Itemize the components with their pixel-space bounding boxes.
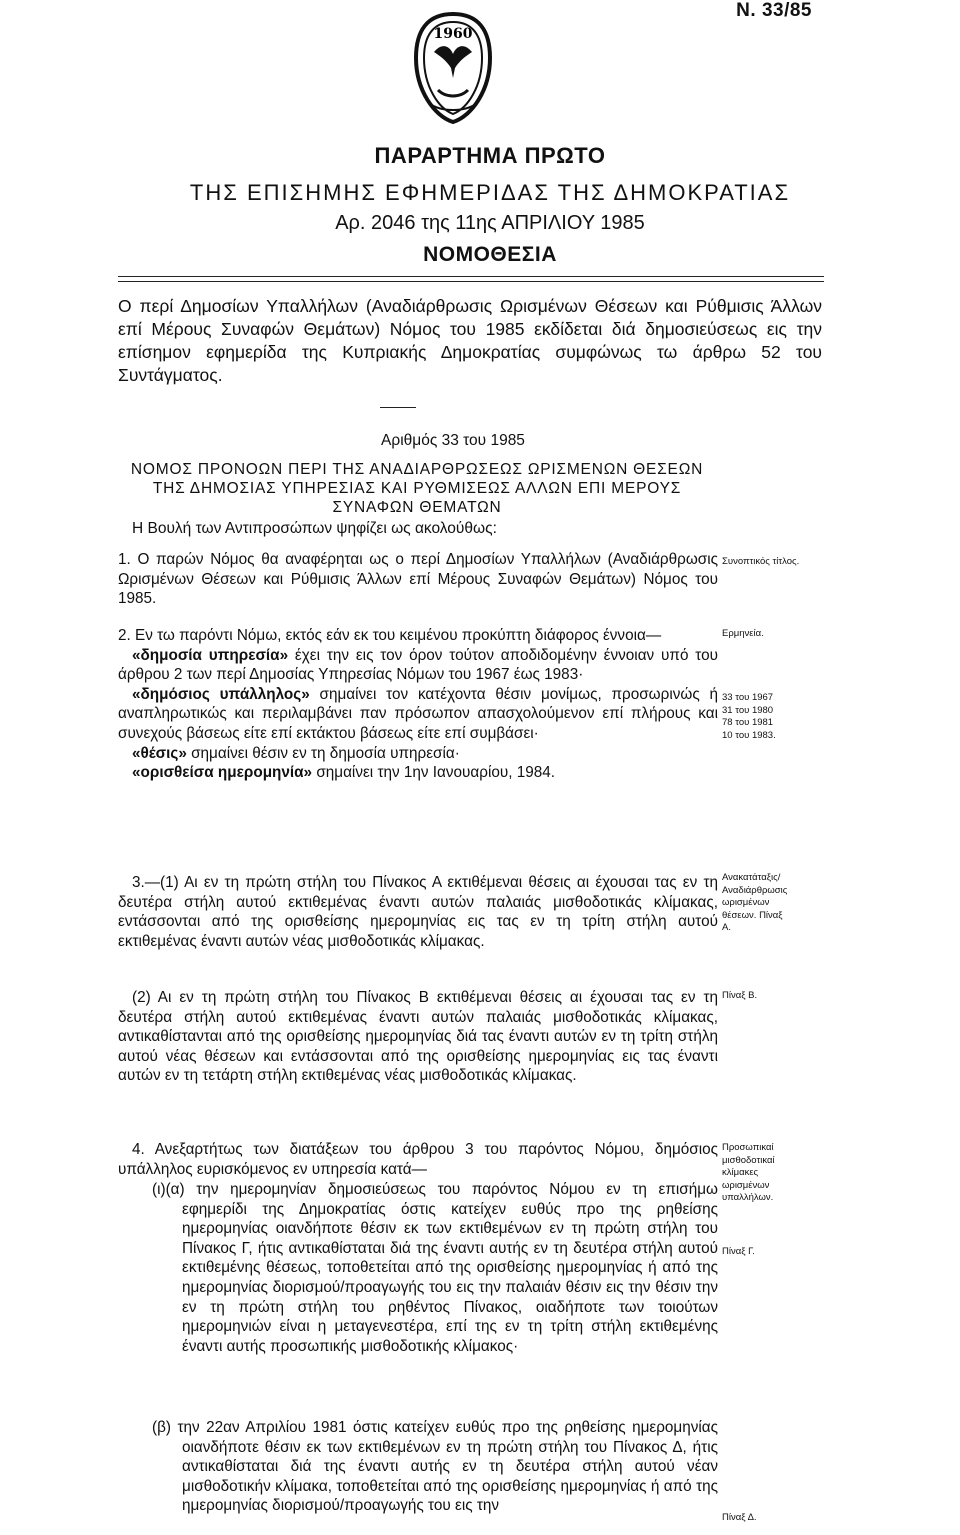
section-4-a-text: (ι)(α) την ημερομηνίαν δημοσιεύσεως του παρόντος Νόμου εν τη επισήμω εφημερίδι της Δημοκρατίας όστις κατείχεν ευθύς προ της ρηθείσης ημερομηνίας οιανδήποτε θέσιν εκ των εκτιθεμένων εν τη πρώτη στήλη του Πίνακος Γ, ήτις αντικαθίσταται διά της έναντι αυτής εν τη δευτέρα στήλη αυτού εκτιθεμένης θέσεως, τοποθετείται από της ορισθείσης ημερομηνίας ή από της ημερομηνίας διορισμού/προαγωγής του εις την παλαιάν θέσιν εις την θέσιν την εν τη πρώτη στήλη του ρηθέντος Πίνακος, οιαδήποτε των τοιούτων ημερομηνιών είναι η μεταγενεστέρα, επί της εν τη τρίτη στήλη εκτιθεμένης έναντι αυτής προσωπικής μισθοδοτικής κλίμακος· [152, 1181, 718, 1355]
svg-text:1960: 1960 [433, 26, 473, 42]
header-divider [118, 276, 824, 282]
enactment-clause: Η Βουλή των Αντιπροσώπων ψηφίζει ως ακολούθως: [132, 520, 497, 537]
coat-of-arms-emblem [408, 8, 498, 126]
law-number: Αριθμός 33 του 1985 [381, 432, 525, 449]
section-3-1-text: 3.—(1) Αι εν τη πρώτη στήλη του Πίνακος Α εκτιθέμεναι θέσεις αι έχουσαι τας εν τη δευτέρα στήλη αυτού εκτιθεμένας έναντι αυτών παλαιάς μισθοδοτικάς κλίμακας, εντάσσονται από της ορισθείσης ημερομηνίας εις τας εν τη τρίτη στήλη αυτού εκτιθεμένας έναντι αυτών νέας μισθοδοτικάς κλίμακας. [118, 874, 718, 950]
definition-public-officer [118, 685, 718, 744]
section-1-text: 1. Ο παρών Νόμος θα αναφέρηται ως ο περί Δημοσίων Υπαλλήλων (Αναδιάρθρωσις Ωρισμένων Θέσεων και Ρύθμισις Άλλων επί Μέρους Συναφών Θεμάτων) Νόμος του 1985. [118, 551, 718, 608]
section-4-a [118, 1180, 718, 1356]
section-4 [118, 1140, 718, 1179]
definition-term: «δημοσία υπηρεσία» [132, 646, 289, 664]
definition-term: «ορισθείσα ημερομηνία» [132, 764, 313, 782]
section-4-b [118, 1418, 718, 1516]
section-1 [118, 550, 718, 609]
margin-note-interpretation: Ερμηνεία. [722, 628, 764, 639]
margin-note-short-title: Συνοπτικός τίτλος. [722, 556, 800, 567]
definition-text: σημαίνει την 1ην Ιανουαρίου, 1984. [312, 764, 556, 782]
section-2-intro: 2. Εν τω παρόντι Νόμω, εκτός εάν εκ του κειμένου προκύπτη διάφορος έννοια— [118, 627, 662, 644]
section-3-2-text: (2) Αι εν τη πρώτη στήλη του Πίνακος Β εκτιθέμεναι θέσεις αι έχουσαι τας εν τη δευτέρα στήλη αυτού εκτιθεμένας έναντι αυτών παλαιάς μισθοδοτικάς κλίμακας, αντικαθίστανται από της ορισθείσης ημερομηνίας διά τας έναντι αυτών εν τη τρίτη στήλη αυτού νέας θέσεων και εντάσσονται από της ορισθείσης ημερομηνίας εις τας έναντι αυτών εν τη τετάρτη στήλη εκτιθεμένας νέας μισθοδοτικάς κλίμακας. [118, 989, 718, 1085]
annex-title: ΠΑΡΑΡΤΗΜΑ ΠΡΩΤΟ [374, 143, 606, 168]
definition-text: έχει την εις τον όρον τούτον αποδιδομένην έννοιαν υπό του άρθρου 2 των περί Δημοσίας Υπηρεσίας Νόμων του 1967 έως 1983· [118, 646, 718, 684]
margin-note-table-d: Πίναξ Δ. [722, 1512, 757, 1523]
margin-note-section-3: Ανακατάταξις/ Αναδιάρθρωσις ωρισμένων θέσεων. Πίναξ Α. [722, 872, 788, 933]
section-4-b-text: (β) την 22αν Απριλίου 1981 όστις κατείχεν ευθύς προ της ρηθείσης ημερομηνίας οιανδήποτε θέσιν εκ των εκτιθεμένων εν τη πρώτη στήλη του Πίνακος Δ, ήτις αντικαθίσταται διά της έναντι αυτής εν τη δευτέρα στήλη αυτού νέαν μισθοδοτικήν κλίμακα, τοποθετείται από της ορισθείσης ημερομηνίας ή από της ημερομηνίας διορισμού/προαγωγής του εις την [152, 1419, 718, 1515]
margin-note-references: 33 του 1967 31 του 1980 78 του 1981 10 του 1983. [722, 692, 776, 741]
definition-text: σημαίνει θέσιν εν τη δημοσία υπηρεσία· [186, 744, 460, 762]
page-number: N. 33/85 [736, 0, 812, 21]
gazette-title: ΤΗΣ ΕΠΙΣΗΜΗΣ ΕΦΗΜΕΡΙΔΑΣ ΤΗΣ ΔΗΜΟΚΡΑΤΙΑΣ [189, 180, 791, 205]
section-title: ΝΟΜΟΘΕΣΙΑ [423, 243, 557, 266]
short-divider [380, 407, 416, 408]
definition-public-service [118, 646, 718, 685]
margin-note-section-4: Προσωπικαί μισθοδοτικαί κλίμακες ωρισμένων υπαλλήλων. [722, 1142, 775, 1203]
definition-appointed-date [118, 763, 718, 783]
preamble: Ο περί Δημοσίων Υπαλλήλων (Αναδιάρθρωσις Ωρισμένων Θέσεων και Ρύθμισις Άλλων επί Μέρους Συναφών Θεμάτων) Νόμος του 1985 εκδίδεται διά δημοσιεύσεως εις την επίσημον εφημερίδα της Κυπριακής Δημοκρατίας συμφώνως τω άρθρω 52 του Συντάγματος. [118, 296, 822, 385]
law-title: ΝΟΜΟΣ ΠΡΟΝΟΩΝ ΠΕΡΙ ΤΗΣ ΑΝΑΔΙΑΡΘΡΩΣΕΩΣ ΩΡΙΣΜΕΝΩΝ ΘΕΣΕΩΝ ΤΗΣ ΔΗΜΟΣΙΑΣ ΥΠΗΡΕΣΙΑΣ ΚΑΙ ΡΥΘΜΙΣΕΩΣ ΑΛΛΩΝ ΕΠΙ ΜΕΡΟΥΣ ΣΥΝΑΦΩΝ ΘΕΜΑΤΩΝ [130, 461, 704, 516]
definition-text: σημαίνει τον κατέχοντα θέσιν μονίμως, προσωρινώς ή αναπληρωτικώς και περιλαμβάνει παν πρόσωπον απασχολούμενον επί πλήρους και συνεχούς βάσεως είτε επί εκτάκτου βάσεως είτε επί συμβάσει· [118, 685, 718, 742]
definition-post [118, 744, 718, 764]
section-4-intro: 4. Ανεξαρτήτως των διατάξεων του άρθρου 3 του παρόντος Νόμου, δημόσιος υπάλληλος ευρισκόμενος εν υπηρεσία κατά— [118, 1141, 718, 1178]
margin-note-table-b: Πίναξ Β. [722, 990, 758, 1001]
definition-term: «θέσις» [132, 744, 187, 762]
section-3-1 [118, 873, 718, 951]
section-3-2 [118, 988, 718, 1086]
section-2 [118, 626, 718, 783]
margin-note-table-c: Πίναξ Γ. [722, 1246, 755, 1257]
issue-line: Αρ. 2046 της 11ης ΑΠΡΙΛΙΟΥ 1985 [335, 212, 645, 234]
definition-term: «δημόσιος υπάλληλος» [132, 685, 310, 703]
